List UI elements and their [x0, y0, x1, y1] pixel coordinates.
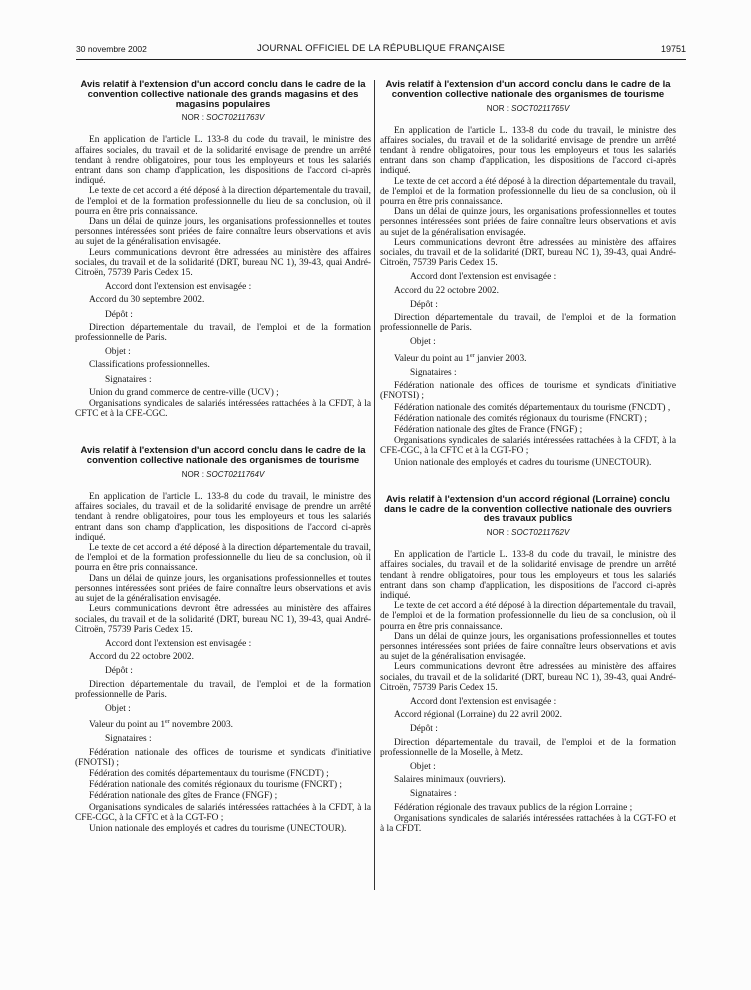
- field-value: Fédération nationale des comités régionaux du tourisme (FNCRT) ;: [394, 413, 648, 424]
- header-date: 30 novembre 2002: [76, 44, 147, 54]
- notice-article: [380, 80, 676, 468]
- field-value: Organisations syndicales de salariés intéressées rattachées à la CGT-FO et à la CFDT.: [380, 813, 676, 835]
- journal-title: JOURNAL OFFICIEL DE LA RÉPUBLIQUE FRANÇAISE: [256, 43, 506, 54]
- field-value: Valeur du point au 1er novembre 2003.: [89, 719, 233, 731]
- field-label: Accord dont l'extension est envisagée :: [105, 638, 252, 649]
- nor-code: SOCT0211763V: [206, 113, 265, 123]
- body-paragraph: En application de l'article L. 133-8 du code du travail, le ministre des affaires sociales, du travail et de la solidarité envisage de prendre un arrêté tendant à rendre obligatoires, pour tous les employeurs et tous les salariés entrant dans son champ d'application, les dispositions de l'accord ci-après indiqué.: [75, 135, 371, 187]
- field-label: Accord dont l'extension est envisagée :: [105, 282, 252, 293]
- field-label: Objet :: [105, 347, 131, 358]
- field-value: Fédération nationale des offices de tourisme et syndicats d'initiative (FNOTSI) ;: [75, 747, 371, 768]
- body-paragraph: Le texte de cet accord a été déposé à la direction départementale du travail, de l'emploi et de la formation professionnelle du lieu de sa conclusion, où il pourra en être pris connaissance.: [380, 601, 676, 632]
- body-paragraph: Dans un délai de quinze jours, les organisations professionnelles et toutes personnes intéressées sont priées de faire connaître leurs observations et avis au sujet de la généralisation envisagée.: [380, 631, 676, 663]
- notice-article: [75, 80, 371, 419]
- article-title: Avis relatif à l'extension d'un accord conclu dans le cadre de la convention collective nationale des organismes de tourisme: [80, 445, 366, 467]
- field-value: Direction départementale du travail, de l'emploi et de la formation professionnelle de la Moselle, à Metz.: [380, 737, 676, 758]
- notice-article: [380, 495, 676, 834]
- field-value: Fédération nationale des comités régionaux du tourisme (FNCRT) ;: [89, 780, 343, 791]
- body-paragraph: Le texte de cet accord a été déposé à la direction départementale du travail, de l'emploi et de la formation professionnelle du lieu de sa conclusion, où il pourra en être pris connaissance.: [380, 176, 676, 208]
- field-value: Organisations syndicales de salariés intéressées rattachées à la CFDT, à la CFE-CGC, à la CFTC et à la CGT-FO ;: [380, 436, 676, 457]
- field-label: Signataires :: [410, 367, 457, 378]
- field-value: Union du grand commerce de centre-ville (UCV) ;: [89, 387, 279, 398]
- field-label: Objet :: [410, 762, 436, 773]
- field-value: Fédération nationale des gîtes de France (FNGF) ;: [89, 791, 278, 802]
- field-label: Objet :: [105, 703, 131, 714]
- body-paragraph: En application de l'article L. 133-8 du code du travail, le ministre des affaires sociales, du travail et de la solidarité envisage de prendre un arrêté tendant à rendre obligatoires, pour tous les employeurs et tous les salariés entrant dans son champ d'application, les dispositions de l'accord ci-après indiqué.: [75, 492, 371, 543]
- nor-label: NOR :: [486, 103, 512, 113]
- field-label: Dépôt :: [410, 299, 438, 310]
- article-title: Avis relatif à l'extension d'un accord conclu dans le cadre de la convention collective nationale des organismes de tourisme: [385, 79, 671, 100]
- body-paragraph: Le texte de cet accord a été déposé à la direction départementale du travail, de l'emploi et de la formation professionnelle du lieu de sa conclusion, où il pourra en être pris connaissance.: [75, 186, 371, 217]
- body-paragraph: En application de l'article L. 133-8 du code du travail, le ministre des affaires sociales, du travail et de la solidarité envisage de prendre un arrêté tendant à rendre obligatoires, pour tous les employeurs et tous les salariés entrant dans son champ d'application, les dispositions de l'accord ci-après indiqué.: [380, 125, 676, 177]
- nor-reference: [75, 113, 371, 122]
- field-value: Union nationale des employés et cadres du tourisme (UNECTOUR).: [394, 457, 652, 468]
- field-label: Signataires :: [105, 374, 152, 385]
- field-value: Fédération nationale des comités départementaux du tourisme (FNCDT) ,: [394, 402, 671, 413]
- body-paragraph: Dans un délai de quinze jours, les organisations professionnelles et toutes personnes intéressées sont priées de faire connaître leurs observations et avis au sujet de la généralisation envisagée.: [75, 573, 371, 605]
- field-label: Signataires :: [410, 789, 457, 800]
- field-value: Direction départementale du travail, de l'emploi et de la formation professionnelle de Paris.: [380, 313, 676, 334]
- field-value: Valeur du point au 1er janvier 2003.: [394, 352, 527, 364]
- left-column: [75, 80, 371, 835]
- body-paragraph: Dans un délai de quinze jours, les organisations professionnelles et toutes personnes intéressées sont priées de faire connaître leurs observations et avis au sujet de la généralisation envisagée.: [75, 217, 371, 248]
- field-value: Fédération des comités départementaux du tourisme (FNCDT) ;: [89, 769, 329, 780]
- body-paragraph: Leurs communications devront être adressées au ministère des affaires sociales, du travail et de la solidarité (DRT, bureau NC 1), 39-43, quai André-Citroën, 75739 Paris Cedex 15.: [75, 604, 371, 635]
- field-value: Fédération nationale des gîtes de France (FNGF) ;: [394, 425, 583, 435]
- nor-label: NOR :: [486, 528, 512, 538]
- body-paragraph: Leurs communications devront être adressées au ministère des affaires sociales, du travail et de la solidarité (DRT, bureau NC 1), 39-43, quai André-Citroën, 75739 Paris Cedex 15.: [380, 662, 676, 693]
- field-label: Signataires :: [105, 734, 152, 745]
- field-value: Fédération régionale des travaux publics de la région Lorraine ;: [394, 802, 633, 813]
- field-value: Fédération nationale des offices de tourisme et syndicats d'initiative (FNOTSI) ;: [380, 381, 676, 402]
- body-paragraph: Leurs communications devront être adressées au ministère des affaires sociales, du travail et de la solidarité (DRT, bureau NC 1), 39-43, quai André-Citroën, 75739 Paris Cedex 15.: [75, 247, 371, 279]
- field-value: Classifications professionnelles.: [89, 360, 210, 371]
- column-divider: [374, 80, 375, 890]
- body-paragraph: Le texte de cet accord a été déposé à la direction départementale du travail, de l'emploi et de la formation professionnelle du lieu de sa conclusion, où il pourra en être pris connaissance.: [75, 543, 371, 574]
- right-column: [380, 80, 676, 835]
- article-title: Avis relatif à l'extension d'un accord régional (Lorraine) conclu dans le cadre de la convention collective nationale des ouvriers des travaux publics: [384, 493, 672, 525]
- field-value: Direction départementale du travail, de l'emploi et de la formation professionnelle de Paris.: [75, 679, 371, 700]
- header-rule: [76, 59, 686, 60]
- field-value: Salaires minimaux (ouvriers).: [394, 775, 506, 786]
- nor-reference: [380, 104, 676, 113]
- notice-article: [75, 446, 371, 834]
- field-value: Accord régional (Lorraine) du 22 avril 2002.: [394, 710, 562, 721]
- field-label: Dépôt :: [410, 724, 438, 735]
- body-paragraph: Leurs communications devront être adressées au ministère des affaires sociales, du travail et de la solidarité (DRT, bureau NC 1), 39-43, quai André-Citroën, 75739 Paris Cedex 15.: [380, 237, 676, 269]
- field-value: Accord du 30 septembre 2002.: [89, 295, 205, 306]
- field-value: Organisations syndicales de salariés intéressées rattachées à la CFDT, à la CFE-CGC, à la CFTC et à la CGT-FO ;: [75, 802, 371, 823]
- field-label: Accord dont l'extension est envisagée :: [410, 272, 557, 283]
- nor-label: NOR :: [181, 470, 207, 480]
- field-label: Dépôt :: [105, 666, 133, 677]
- field-label: Dépôt :: [105, 309, 133, 320]
- field-label: Objet :: [410, 337, 436, 348]
- field-label: Accord dont l'extension est envisagée :: [410, 697, 557, 708]
- nor-code: SOCT0211765V: [511, 103, 570, 113]
- page-header: [76, 44, 686, 58]
- field-value: Organisations syndicales de salariés intéressées rattachées à la CFDT, à la CFTC et à la CFE-CGC.: [75, 399, 371, 420]
- field-value: Accord du 22 octobre 2002.: [394, 285, 499, 296]
- field-value: Accord du 22 octobre 2002.: [89, 652, 194, 663]
- nor-code: SOCT0211764V: [206, 470, 265, 480]
- field-value: Union nationale des employés et cadres du tourisme (UNECTOUR).: [89, 824, 347, 835]
- body-paragraph: En application de l'article L. 133-8 du code du travail, le ministre des affaires sociales, du travail et de la solidarité envisage de prendre un arrêté tendant à rendre obligatoires, pour tous les employeurs et tous les salariés entrant dans son champ d'application, les dispositions de l'accord ci-après indiqué.: [380, 550, 676, 602]
- article-title: Avis relatif à l'extension d'un accord conclu dans le cadre de la convention collective nationale des grands magasins et des magasins populaires: [80, 79, 366, 110]
- field-value: Direction départementale du travail, de l'emploi et de la formation professionnelle de Paris.: [75, 322, 371, 344]
- page-number: 19751: [660, 44, 686, 54]
- nor-label: NOR :: [181, 113, 207, 123]
- body-paragraph: Dans un délai de quinze jours, les organisations professionnelles et toutes personnes intéressées sont priées de faire connaître leurs observations et avis au sujet de la généralisation envisagée.: [380, 207, 676, 238]
- nor-reference: [380, 528, 676, 537]
- nor-code: SOCT0211762V: [511, 528, 570, 538]
- nor-reference: [75, 470, 371, 479]
